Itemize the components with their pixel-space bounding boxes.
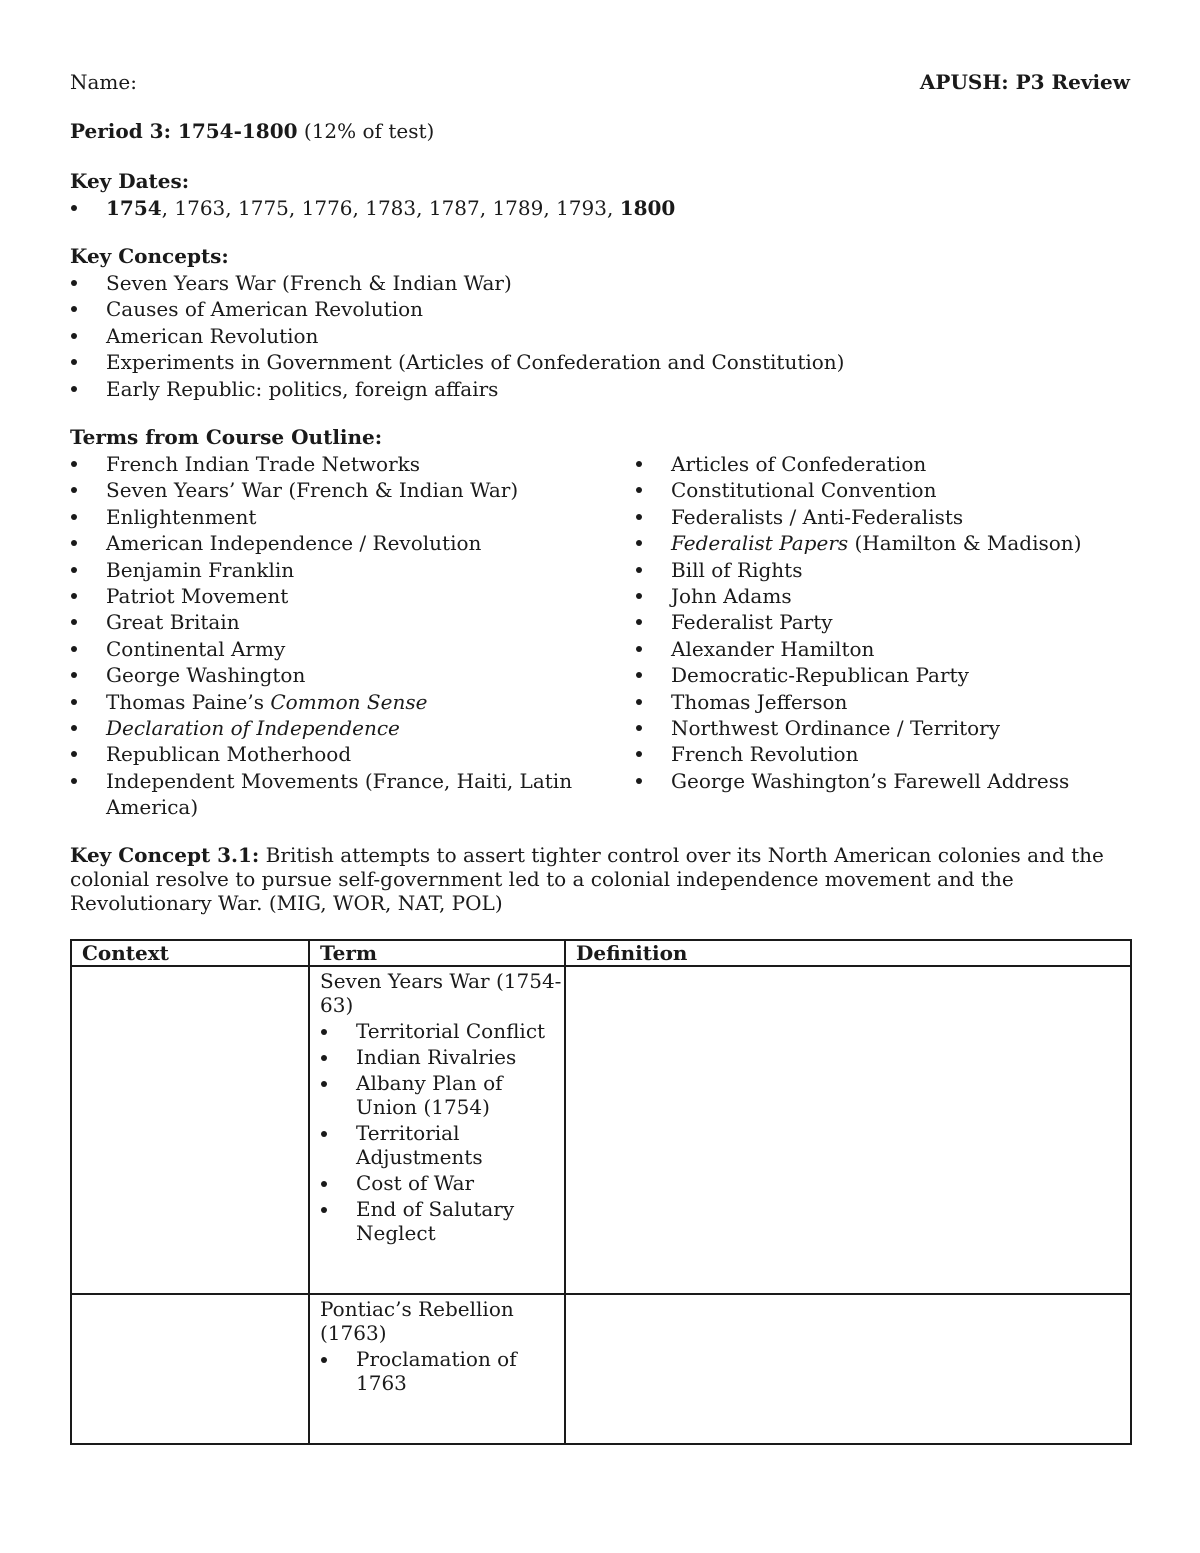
column-header-term: Term — [309, 940, 565, 966]
list-item: Indian Rivalries — [320, 1045, 564, 1069]
review-table — [70, 939, 1132, 1445]
table-header-row — [71, 940, 1131, 966]
document-title: APUSH: P3 Review — [919, 70, 1130, 94]
list-item: Independent Movements (France, Haiti, Latin America) — [70, 768, 590, 821]
list-item: John Adams — [635, 583, 1130, 609]
list-item: Seven Years’ War (French & Indian War) — [70, 477, 590, 503]
list-item: Seven Years War (French & Indian War) — [70, 270, 1130, 296]
list-item: Thomas Jefferson — [635, 689, 1130, 715]
key-dates-heading: Key Dates: — [70, 169, 190, 193]
context-cell[interactable] — [71, 1294, 309, 1444]
term-title: Pontiac’s Rebellion (1763) — [320, 1297, 514, 1345]
list-item: Northwest Ordinance / Territory — [635, 715, 1130, 741]
list-item: Benjamin Franklin — [70, 557, 590, 583]
period-heading — [70, 119, 434, 143]
list-item: Constitutional Convention — [635, 477, 1130, 503]
name-label: Name: — [70, 70, 137, 94]
period-title: Period 3: 1754-1800 — [70, 119, 298, 143]
list-item: French Revolution — [635, 741, 1130, 767]
term-cell — [309, 966, 565, 1294]
list-item: Articles of Confederation — [635, 451, 1130, 477]
list-item: Territorial Adjustments — [320, 1121, 564, 1169]
table-row — [71, 1294, 1131, 1444]
list-item: Federalists / Anti-Federalists — [635, 504, 1130, 530]
period-note: (12% of test) — [303, 119, 435, 143]
list-item: George Washington — [70, 662, 590, 688]
term-title: Seven Years War (1754-63) — [320, 969, 562, 1017]
list-item: American Independence / Revolution — [70, 530, 590, 556]
definition-cell[interactable] — [565, 1294, 1131, 1444]
list-item: Federalist Party — [635, 609, 1130, 635]
column-header-definition: Definition — [565, 940, 1131, 966]
list-item: Early Republic: politics, foreign affairs — [70, 376, 1130, 402]
list-item: Patriot Movement — [70, 583, 590, 609]
key-concept-3-1 — [70, 843, 1130, 915]
key-concept-text: British attempts to assert tighter control over its North American colonies and the colonial resolve to pursue self-government led to a colonial independence movement and the Revolutionary War. (MIG, WOR, NAT, POL) — [70, 843, 1104, 915]
term-bullet-list — [320, 1019, 564, 1245]
list-item: Experiments in Government (Articles of Confederation and Constitution) — [70, 349, 1130, 375]
term-cell — [309, 1294, 565, 1444]
terms-heading: Terms from Course Outline: — [70, 425, 383, 449]
key-dates-item: 1754, 1763, 1775, 1776, 1783, 1787, 1789, 1793, 1800 — [70, 195, 675, 221]
list-item: Albany Plan of Union (1754) — [320, 1071, 564, 1119]
list-item: George Washington’s Farewell Address — [635, 768, 1130, 794]
list-item: Continental Army — [70, 636, 590, 662]
terms-right-list — [635, 451, 1130, 794]
list-item: Proclamation of 1763 — [320, 1347, 564, 1395]
list-item: Federalist Papers (Hamilton & Madison) — [635, 530, 1130, 556]
list-item: Causes of American Revolution — [70, 296, 1130, 322]
list-item: Democratic-Republican Party — [635, 662, 1130, 688]
list-item: French Indian Trade Networks — [70, 451, 590, 477]
list-item: Great Britain — [70, 609, 590, 635]
page-header — [70, 70, 1130, 98]
list-item: Republican Motherhood — [70, 741, 590, 767]
list-item: Territorial Conflict — [320, 1019, 564, 1043]
key-dates-list — [70, 195, 675, 221]
key-concept-label: Key Concept 3.1: — [70, 843, 260, 867]
definition-cell[interactable] — [565, 966, 1131, 1294]
context-cell[interactable] — [71, 966, 309, 1294]
list-item: Cost of War — [320, 1171, 564, 1195]
key-concepts-list — [70, 270, 1130, 402]
list-item: American Revolution — [70, 323, 1130, 349]
list-item: Declaration of Independence — [70, 715, 590, 741]
list-item: Thomas Paine’s Common Sense — [70, 689, 590, 715]
list-item: Alexander Hamilton — [635, 636, 1130, 662]
column-header-context: Context — [71, 940, 309, 966]
term-bullet-list — [320, 1347, 564, 1395]
key-concepts-heading: Key Concepts: — [70, 244, 229, 268]
table-row — [71, 966, 1131, 1294]
list-item: End of Salutary Neglect — [320, 1197, 564, 1245]
list-item: Enlightenment — [70, 504, 590, 530]
list-item: Bill of Rights — [635, 557, 1130, 583]
terms-left-list — [70, 451, 590, 821]
